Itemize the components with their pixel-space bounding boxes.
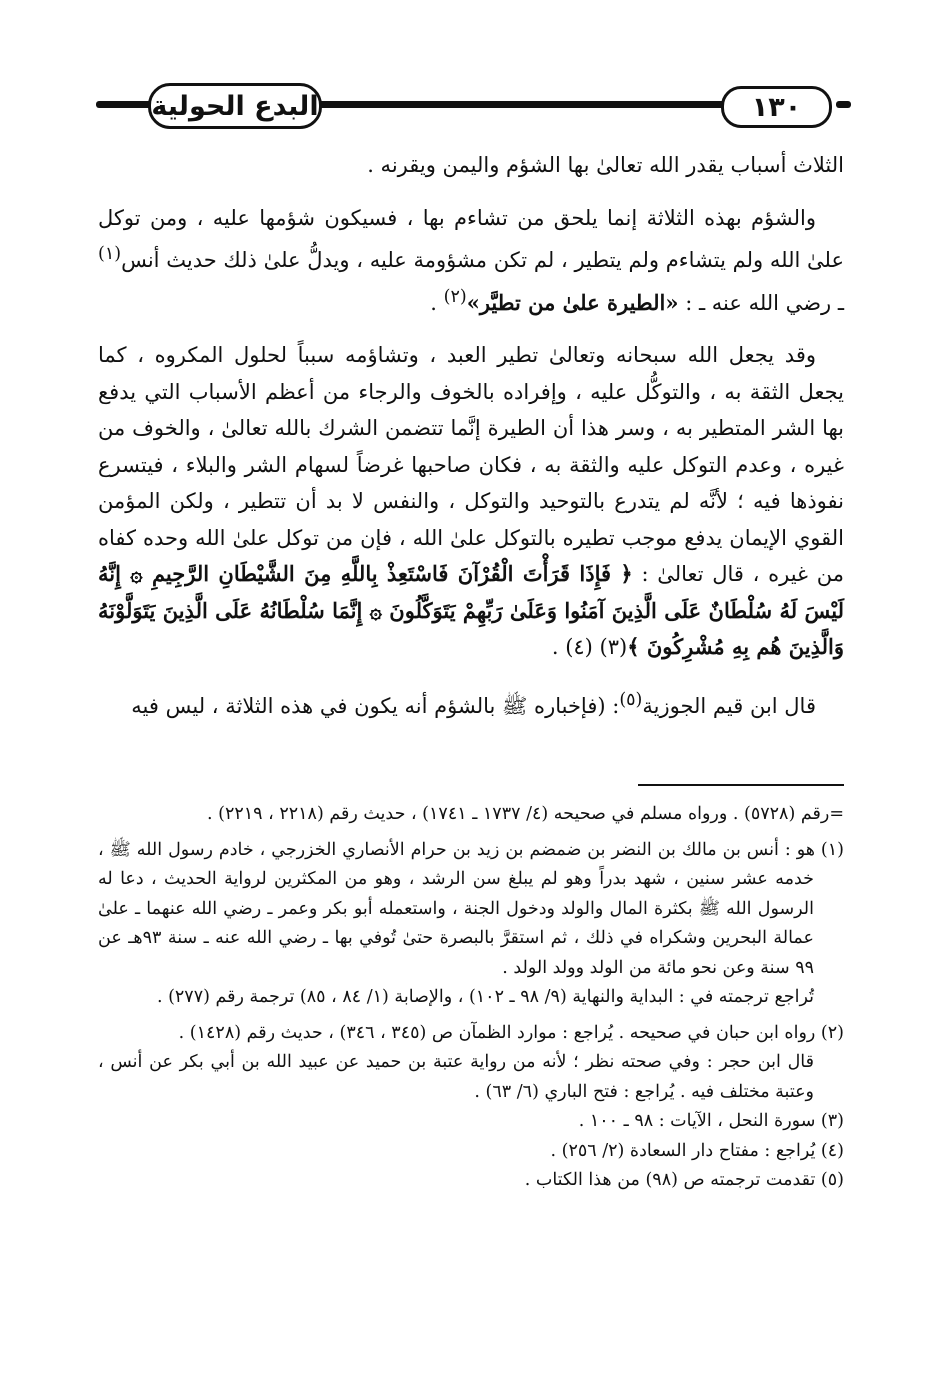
page-number-cartouche [721, 86, 832, 128]
book-title: البدع الحولية [151, 90, 319, 122]
hadith-quote: «الطيرة علىٰ من تطيَّر» [466, 289, 679, 315]
footnote-1-sources: تُراجع ترجمته في : البداية والنهاية (٩/ ٩٨ ـ ١٠٢) ، والإصابة (١/ ٨٤ ، ٨٥) ترجمة رقم (٢٧٧) . [156, 987, 814, 1007]
footnote-separator [638, 784, 844, 786]
page-number: ١٣٠ [751, 91, 802, 123]
footnote-ref-2: (٢) [443, 286, 467, 307]
paragraph-2 [98, 200, 844, 322]
paragraph-3 [98, 337, 844, 666]
footnote-ref-5: (٥) [619, 689, 643, 710]
book-title-cartouche [148, 83, 322, 129]
footnote-ref-1: (١) [98, 244, 122, 264]
paragraph-4-text: قال ابن قيم الجوزية [642, 693, 816, 718]
running-header [96, 80, 851, 130]
paragraph-2-text: والشؤم بهذه الثلاثة إنما يلحق من تشاءم بها ، فسيكون شؤمها عليه ، ومن توكل علىٰ الله ولم يتشاءم ولم يتطير ، لم تكن مشؤومة عليه ، ويدلُّ علىٰ ذلك حديث أنس [98, 205, 844, 272]
footnote-3: (٣) سورة النحل ، الآيات : ٩٨ ـ ١٠٠ . [578, 1111, 844, 1131]
footnotes [98, 800, 844, 1196]
paragraph-3-text: وقد يجعل الله سبحانه وتعالىٰ تطير العبد ، وتشاؤمه سبباً لحلول المكروه ، كما يجعل الثقة به ، والتوكُّل عليه ، وإفراده بالخوف والرجاء من أعظم الأسباب التي يدفع بها الشر المتطير به ، وسر هذا أن الطيرة إنَّما تتضمن الشرك بالله تعالىٰ ، والخوف من غيره ، وعدم التوكل عليه والثقة به ، فكان صاحبها غرضاً لسهام الشر والبلاء ، فيتسرع نفوذها فيه ؛ لأنَّه لم يتدرع بالتوحيد والتوكل ، والنفس لا بد أن تتطير ، ولكن المؤمن القوي الإيمان يدفع موجب تطيره بالتوكل علىٰ الله ، فإن من توكل علىٰ الله وحده كفاه من غيره ، قال تعالىٰ : [98, 343, 844, 586]
paragraph-2-end: . [430, 290, 437, 315]
main-text [98, 147, 844, 724]
quran-verse: ﴿ فَإِذَا قَرَأْتَ الْقُرْآنَ فَاسْتَعِذْ بِاللَّهِ مِنَ الشَّيْطَانِ الرَّجِيمِ ۞ إِنَّهُ لَيْسَ لَهُ سُلْطَانٌ عَلَى الَّذِينَ آمَنُوا وَعَلَىٰ رَبِّهِمْ يَتَوَكَّلُونَ ۞ إِنَّمَا سُلْطَانُهُ عَلَى الَّذِينَ يَتَوَلَّوْنَهُ وَالَّذِينَ هُم بِهِ مُشْرِكُونَ ﴾ [98, 561, 844, 659]
footnote-2: (٢) رواه ابن حبان في صحيحه . يُراجع : موارد الظمآن ص (٣٤٥ ، ٣٤٦) ، حديث رقم (١٤٢٨) . [178, 1022, 844, 1043]
paragraph-4 [98, 682, 844, 725]
header-rule-right [836, 101, 851, 108]
footnote-1: (١) هو : أنس بن مالك بن النضر بن ضمضم بن زيد بن حرام الأنصاري الخزرجي ، خادم رسول الله ﷺ ، خدمه عشر سنين ، شهد بدراً وهو لم يبلغ سن الرشد ، وهو من المكثرين لرواية الحديث ، دعا له الرسول الله ﷺ بكثرة المال والولد ودخول الجنة ، واستعمله أبو بكر وعمر ـ رضي الله عنهما ـ علىٰ عمالة البحرين وشكراه في ذلك ، ثم استقرَّ بالبصرة حتىٰ تُوفي بها ـ رضي الله عنه ـ سنة ٩٣هـ عن ٩٩ سنة وعن نحو مائة من الولد وولد الولد . [98, 839, 844, 978]
header-rule-left [96, 101, 156, 108]
footnote-2-note: قال ابن حجر : وفي صحته نظر ؛ لأنه من رواية عتبة بن حميد عن عبيد الله بن أبي بكر عن أنس ، وعتبة مختلف فيه . يُراجع : فتح الباري (٦/ ٦٣) . [98, 1052, 814, 1102]
footnote-5: (٥) تقدمت ترجمته ص (٩٨) من هذا الكتاب . [524, 1170, 844, 1190]
footnote-continued: =رقم (٥٧٢٨) . ورواه مسلم في صحيحه (٤/ ١٧٣٧ ـ ١٧٤١) ، حديث رقم (٢٢١٨ ، ٢٢١٩) . [206, 804, 844, 824]
honorific: ـ رضي الله عنه ـ : [685, 290, 844, 315]
paragraph-4-quote: : (فإخباره ﷺ بالشؤم أنه يكون في هذه الثلاثة ، ليس فيه [131, 693, 620, 718]
footnote-refs-3-4: (٣) (٤) . [551, 635, 628, 659]
paragraph-1: الثلاث أسباب يقدر الله تعالىٰ بها الشؤم واليمن ويقرنه . [367, 153, 844, 177]
footnote-4: (٤) يُراجع : مفتاح دار السعادة (٢/ ٢٥٦) . [550, 1140, 844, 1161]
